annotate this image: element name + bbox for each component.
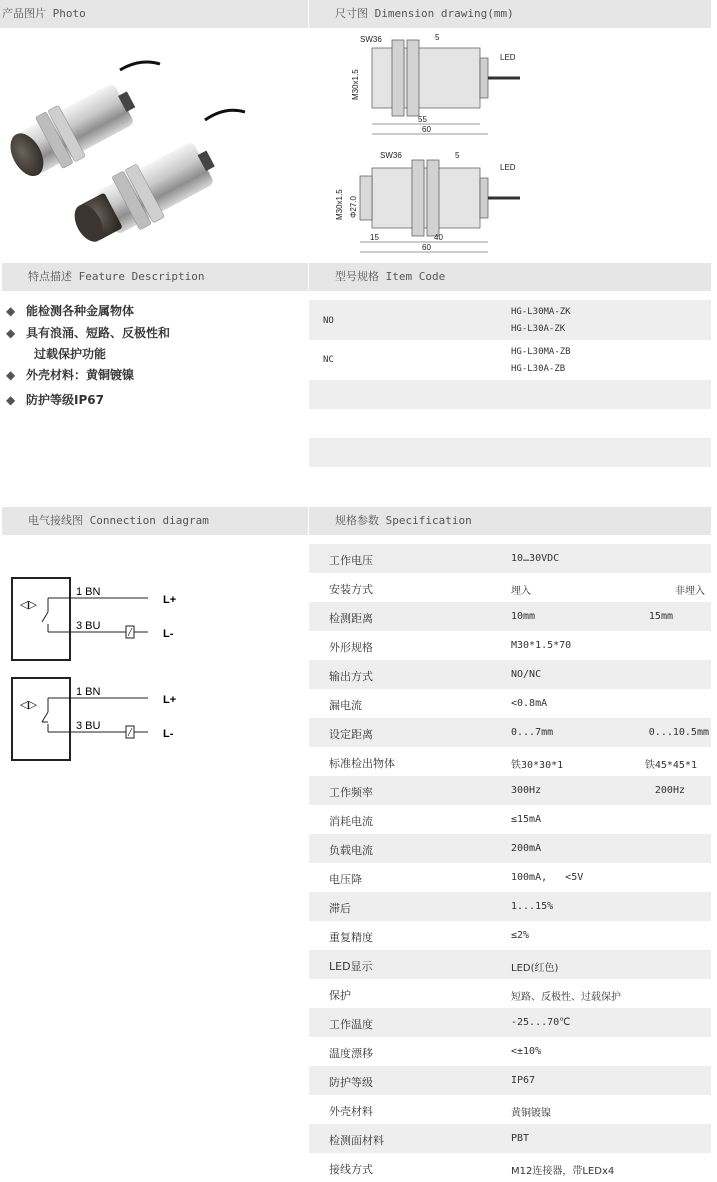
dimension-drawing-bottom <box>335 151 520 252</box>
spec-label: 工作温度 <box>329 1018 373 1031</box>
wire-bn-label: 1 BN <box>76 586 101 598</box>
specification-header-label: 规格参数 Specification <box>335 514 472 527</box>
table-row <box>309 300 711 340</box>
specification-table <box>309 544 711 1182</box>
spec-label: 漏电流 <box>329 699 362 712</box>
spec-label: 标准检出物体 <box>329 757 395 770</box>
spec-value: 埋入 <box>511 586 531 597</box>
spec-label: 消耗电流 <box>329 815 373 828</box>
spec-label: 负载电流 <box>329 844 373 857</box>
spec-label: 安装方式 <box>329 583 373 596</box>
connection-header <box>2 507 308 535</box>
terminal-lplus-label: L+ <box>163 694 177 706</box>
spec-value-alt: 200Hz <box>654 785 685 796</box>
spec-label: 输出方式 <box>329 670 373 683</box>
spec-value: NO/NC <box>511 669 542 680</box>
spec-value: <0.8mA <box>511 698 548 709</box>
spec-label: 检测面材料 <box>329 1134 384 1147</box>
terminal-lminus-label: L- <box>163 728 174 740</box>
bottom-thread-label: M30x1.5 <box>335 189 344 220</box>
spec-value-alt: 0...10.5mm <box>648 727 709 738</box>
item-code-value: HG-L30MA-ZK <box>511 307 571 317</box>
table-row <box>309 573 711 602</box>
spec-value-alt: 15mm <box>648 611 673 622</box>
spec-value: 1...15% <box>511 901 554 912</box>
spec-value-alt: 非埋入 <box>675 586 705 597</box>
feature-item: ◆ 具有浪涌、短路、反极性和 <box>6 322 170 344</box>
spec-label: 防护等级 <box>329 1076 373 1089</box>
item-code-header-label: 型号规格 Item Code <box>335 270 446 283</box>
table-row <box>309 805 711 834</box>
bottom-led-label: LED <box>500 163 516 172</box>
table-row <box>309 438 711 467</box>
spec-value: 300Hz <box>511 785 542 796</box>
table-row <box>309 340 711 380</box>
wire-bu-label: 3 BU <box>76 620 101 632</box>
spec-value: PBT <box>511 1133 530 1144</box>
photo-header <box>0 0 308 28</box>
table-row <box>309 979 711 1008</box>
spec-value: 100mA, <5V <box>511 872 584 883</box>
spec-label: LED显示 <box>329 960 373 973</box>
top-nut-label: 5 <box>435 33 440 42</box>
feature-list <box>6 300 170 411</box>
spec-label: 工作电压 <box>329 554 373 567</box>
top-len1-label: 55 <box>418 115 427 124</box>
spec-value: M30*1.5*70 <box>511 640 572 651</box>
top-len2-label: 60 <box>422 125 431 134</box>
wire-bn-label: 1 BN <box>76 686 101 698</box>
spec-label: 工作频率 <box>329 786 373 799</box>
connection-diagram-no <box>12 578 176 660</box>
spec-label: 检测距离 <box>329 612 373 625</box>
item-code-value: HG-L30MA-ZB <box>511 347 571 357</box>
table-row <box>309 834 711 863</box>
spec-value: M12连接器，带LEDx4 <box>511 1166 615 1177</box>
spec-value: ≤15mA <box>511 814 542 825</box>
table-row <box>309 1153 711 1182</box>
table-row <box>309 1095 711 1124</box>
spec-label: 外壳材料 <box>329 1105 373 1118</box>
feature-item: ◆ 能检测各种金属物体 <box>6 300 170 322</box>
specification-header <box>309 507 711 535</box>
table-row <box>309 544 711 573</box>
item-code-type: NC <box>323 355 334 365</box>
terminal-lminus-label: L- <box>163 628 174 640</box>
spec-label: 保护 <box>329 989 351 1002</box>
bottom-len-a-label: 15 <box>370 233 379 242</box>
table-row <box>309 602 711 631</box>
item-code-type: NO <box>323 316 334 326</box>
spec-value: IP67 <box>511 1075 536 1086</box>
spec-label: 接线方式 <box>329 1163 373 1176</box>
table-row <box>309 660 711 689</box>
spec-label: 温度漂移 <box>329 1047 373 1060</box>
spec-label: 设定距离 <box>329 728 373 741</box>
spec-value: 10…30VDC <box>511 553 560 564</box>
table-row <box>309 950 711 979</box>
table-row <box>309 1037 711 1066</box>
top-led-label: LED <box>500 53 516 62</box>
spec-label: 重复精度 <box>329 931 373 944</box>
connection-diagram-nc <box>12 678 176 760</box>
dimension-header-label: 尺寸图 Dimension drawing(mm) <box>335 7 514 20</box>
table-row <box>309 1008 711 1037</box>
item-code-table <box>309 300 711 467</box>
bottom-len-c-label: 60 <box>422 243 431 252</box>
spec-value: 铁30*30*1 <box>511 760 564 771</box>
spec-value: -25...70℃ <box>511 1017 571 1028</box>
dimension-header <box>309 0 711 28</box>
table-row <box>309 380 711 409</box>
wire-bu-label: 3 BU <box>76 720 101 732</box>
photo-header-label: 产品图片 Photo <box>2 7 86 20</box>
table-row <box>309 718 711 747</box>
product-photo <box>0 28 300 258</box>
table-row <box>309 921 711 950</box>
spec-label: 外形规格 <box>329 641 373 654</box>
spec-label: 电压降 <box>329 873 362 886</box>
item-code-value: HG-L30A-ZK <box>511 324 566 334</box>
table-row <box>309 1124 711 1153</box>
table-row <box>309 409 711 438</box>
connection-diagram <box>8 570 208 770</box>
bottom-nut-label: 5 <box>455 151 460 160</box>
item-code-header <box>309 263 711 291</box>
table-row <box>309 689 711 718</box>
feature-item: ◆ 外壳材料：黄铜镀镍 <box>6 364 170 386</box>
item-code-value: HG-L30A-ZB <box>511 364 566 374</box>
table-row <box>309 776 711 805</box>
connection-header-label: 电气接线图 Connection diagram <box>28 514 209 527</box>
spec-value: <±10% <box>511 1046 542 1057</box>
top-wrench-label: SW36 <box>360 35 382 44</box>
spec-value: 短路、反极性、过载保护 <box>511 992 621 1003</box>
top-thread-label: M30x1.5 <box>351 69 360 100</box>
bottom-face-label: Φ27.0 <box>349 196 358 218</box>
table-row <box>309 747 711 776</box>
terminal-lplus-label: L+ <box>163 594 177 606</box>
spec-value: 0...7mm <box>511 727 554 738</box>
svg-text:◁▷: ◁▷ <box>20 699 37 711</box>
spec-label: 滞后 <box>329 902 351 915</box>
spec-value: 200mA <box>511 843 542 854</box>
table-row <box>309 892 711 921</box>
spec-value: ≤2% <box>511 930 530 941</box>
feature-item: ◆ 防护等级IP67 <box>6 389 170 411</box>
table-row <box>309 631 711 660</box>
spec-value-alt: 铁45*45*1 <box>644 760 697 771</box>
table-row <box>309 1066 711 1095</box>
feature-item-continuation: 过载保护功能 <box>34 347 107 361</box>
dimension-drawing <box>330 28 530 258</box>
spec-value: 10mm <box>511 611 536 622</box>
bottom-len-b-label: 40 <box>434 233 443 242</box>
svg-text:◁▷: ◁▷ <box>20 599 37 611</box>
feature-header-label: 特点描述 Feature Description <box>28 270 205 283</box>
spec-value: LED(红色) <box>511 963 559 974</box>
spec-value: 黄铜镀镍 <box>511 1108 551 1119</box>
feature-header <box>2 263 308 291</box>
dimension-drawing-top <box>351 33 520 134</box>
table-row <box>309 863 711 892</box>
bottom-wrench-label: SW36 <box>380 151 402 160</box>
